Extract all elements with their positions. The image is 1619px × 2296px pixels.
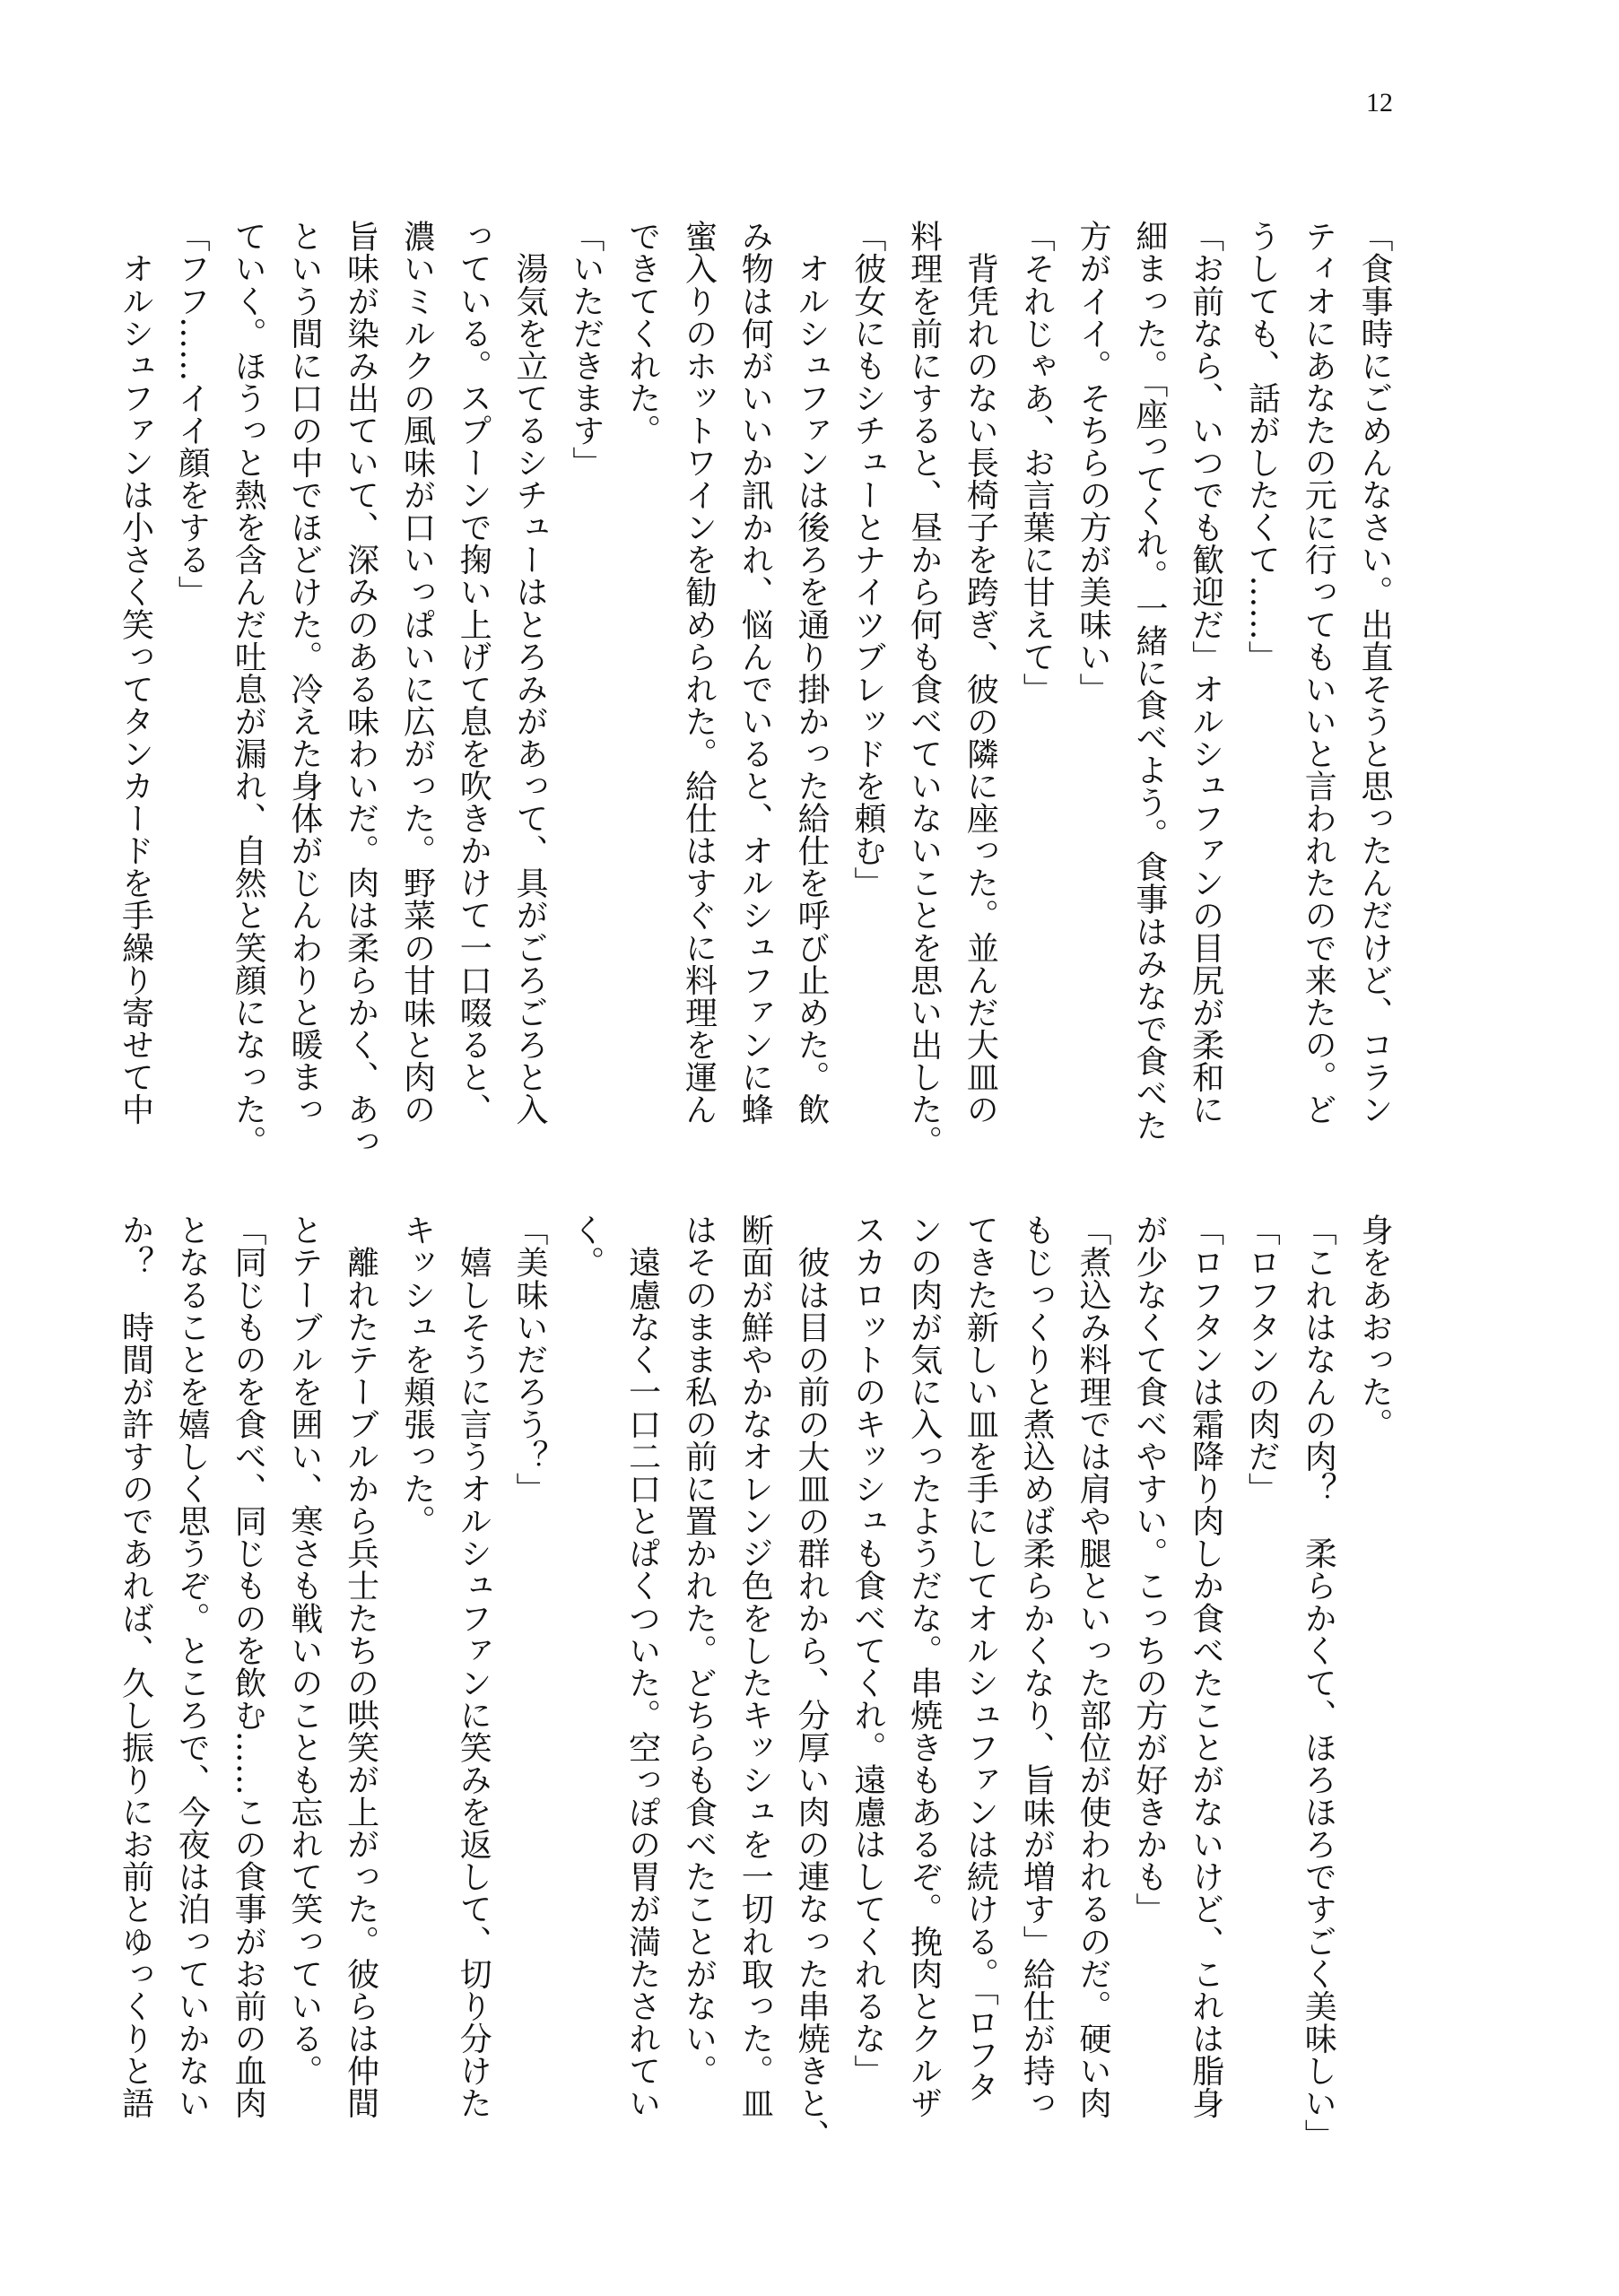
text-line: という間に口の中でほどけた。冷えた身体がじんわりと暖まっ <box>285 220 323 1126</box>
text-line: もじっくりと煮込めば柔らかくなり、旨味が増す」給仕が持っ <box>1018 1213 1056 2119</box>
text-line: 嬉しそうに言うオルシュファンに笑みを返して、切り分けた <box>455 1213 492 2119</box>
text-line: とテーブルを囲い、寒さも戦いのことも忘れて笑っている。 <box>285 1213 323 2087</box>
text-line: 蜜入りのホットワインを勧められた。給仕はすぐに料理を運ん <box>680 220 718 1126</box>
text-line: 身をあおった。 <box>1356 1213 1393 1440</box>
text-line: く。 <box>567 1213 605 1279</box>
text-line: キッシュを頬張った。 <box>398 1213 436 1537</box>
text-line: オルシュファンは後ろを通り掛かった給仕を呼び止めた。飲 <box>793 220 831 1126</box>
text-line: 「煮込み料理では肩や腿といった部位が使われるのだ。硬い肉 <box>1075 1213 1112 2119</box>
text-line: てきた新しい皿を手にしてオルシュファンは続ける。「ロフタ <box>962 1213 999 2103</box>
text-line: 「ロフタンは霜降り肉しか食べたことがないけど、これは脂身 <box>1187 1213 1224 2119</box>
text-line: 離れたテーブルから兵士たちの哄笑が上がった。彼らは仲間 <box>342 1213 379 2119</box>
text-line: 「これはなんの肉？ 柔らかくて、ほろほろですごく美味しい」 <box>1300 1213 1337 2152</box>
text-line: スカロットのキッシュも食べてくれ。遠慮はしてくれるな」 <box>849 1213 886 2087</box>
text-line: 「彼女にもシチューとナイツブレッドを頼む」 <box>849 220 886 900</box>
text-line: オルシュファンは小さく笑ってタンカードを手繰り寄せて中 <box>117 220 154 1126</box>
text-line: 旨味が染み出ていて、深みのある味わいだ。肉は柔らかく、あっ <box>342 220 379 1158</box>
text-line: 断面が鮮やかなオレンジ色をしたキッシュを一切れ取った。皿 <box>736 1213 774 2119</box>
text-line: できてくれた。 <box>623 220 661 447</box>
page-number: 12 <box>1366 88 1393 117</box>
text-line: 細まった。「座ってくれ。一緒に食べよう。食事はみなで食べた <box>1130 220 1168 1142</box>
text-line: 「それじゃあ、お言葉に甘えて」 <box>1018 220 1056 705</box>
text-line: 料理を前にすると、昼から何も食べていないことを思い出した。 <box>905 220 943 1158</box>
text-line: 「同じものを食べ、同じものを飲む……この食事がお前の血肉 <box>230 1213 267 2119</box>
text-line: はそのまま私の前に置かれた。どちらも食べたことがない。 <box>680 1213 718 2087</box>
text-line: 遠慮なく一口二口とぱくついた。空っぽの胃が満たされてい <box>623 1213 661 2119</box>
text-line: 背凭れのない長椅子を跨ぎ、彼の隣に座った。並んだ大皿の <box>962 220 999 1126</box>
text-line: 濃いミルクの風味が口いっぱいに広がった。野菜の甘味と肉の <box>398 220 436 1126</box>
text-line: となることを嬉しく思うぞ。ところで、今夜は泊っていかない <box>173 1213 211 2119</box>
text-line: 「フフ……イイ顔をする」 <box>173 220 211 608</box>
text-line: ンの肉が気に入ったようだな。串焼きもあるぞ。挽肉とクルザ <box>905 1213 943 2119</box>
upper-text-block <box>117 220 1393 1158</box>
text-line: 湯気を立てるシチューはとろみがあって、具がごろごろと入 <box>511 220 549 1126</box>
text-line: 「食事時にごめんなさい。出直そうと思ったんだけど、コラン <box>1356 220 1393 1126</box>
text-line: ていく。ほうっと熱を含んだ吐息が漏れ、自然と笑顔になった。 <box>230 220 267 1158</box>
text-line: うしても、話がしたくて……」 <box>1243 220 1281 673</box>
text-line: み物は何がいいか訊かれ、悩んでいると、オルシュファンに蜂 <box>736 220 774 1126</box>
text-line: っている。スプーンで掬い上げて息を吹きかけて一口啜ると、 <box>455 220 492 1126</box>
text-line: か？ 時間が許すのであれば、久し振りにお前とゆっくりと語 <box>117 1213 154 2119</box>
text-line: 彼は目の前の大皿の群れから、分厚い肉の連なった串焼きと、 <box>793 1213 831 2152</box>
text-line: 方がイイ。そちらの方が美味い」 <box>1075 220 1112 705</box>
text-line: 「いただきます」 <box>567 220 605 479</box>
text-line: ティオにあなたの元に行ってもいいと言われたので来たの。ど <box>1300 220 1337 1126</box>
text-line: 「ロフタンの肉だ」 <box>1243 1213 1281 1505</box>
text-line: 「お前なら、いつでも歓迎だ」オルシュファンの目尻が柔和に <box>1187 220 1224 1126</box>
lower-text-block <box>117 1213 1393 2152</box>
text-line: 「美味いだろう？」 <box>511 1213 549 1505</box>
text-line: が少なくて食べやすい。こっちの方が好きかも」 <box>1130 1213 1168 1926</box>
